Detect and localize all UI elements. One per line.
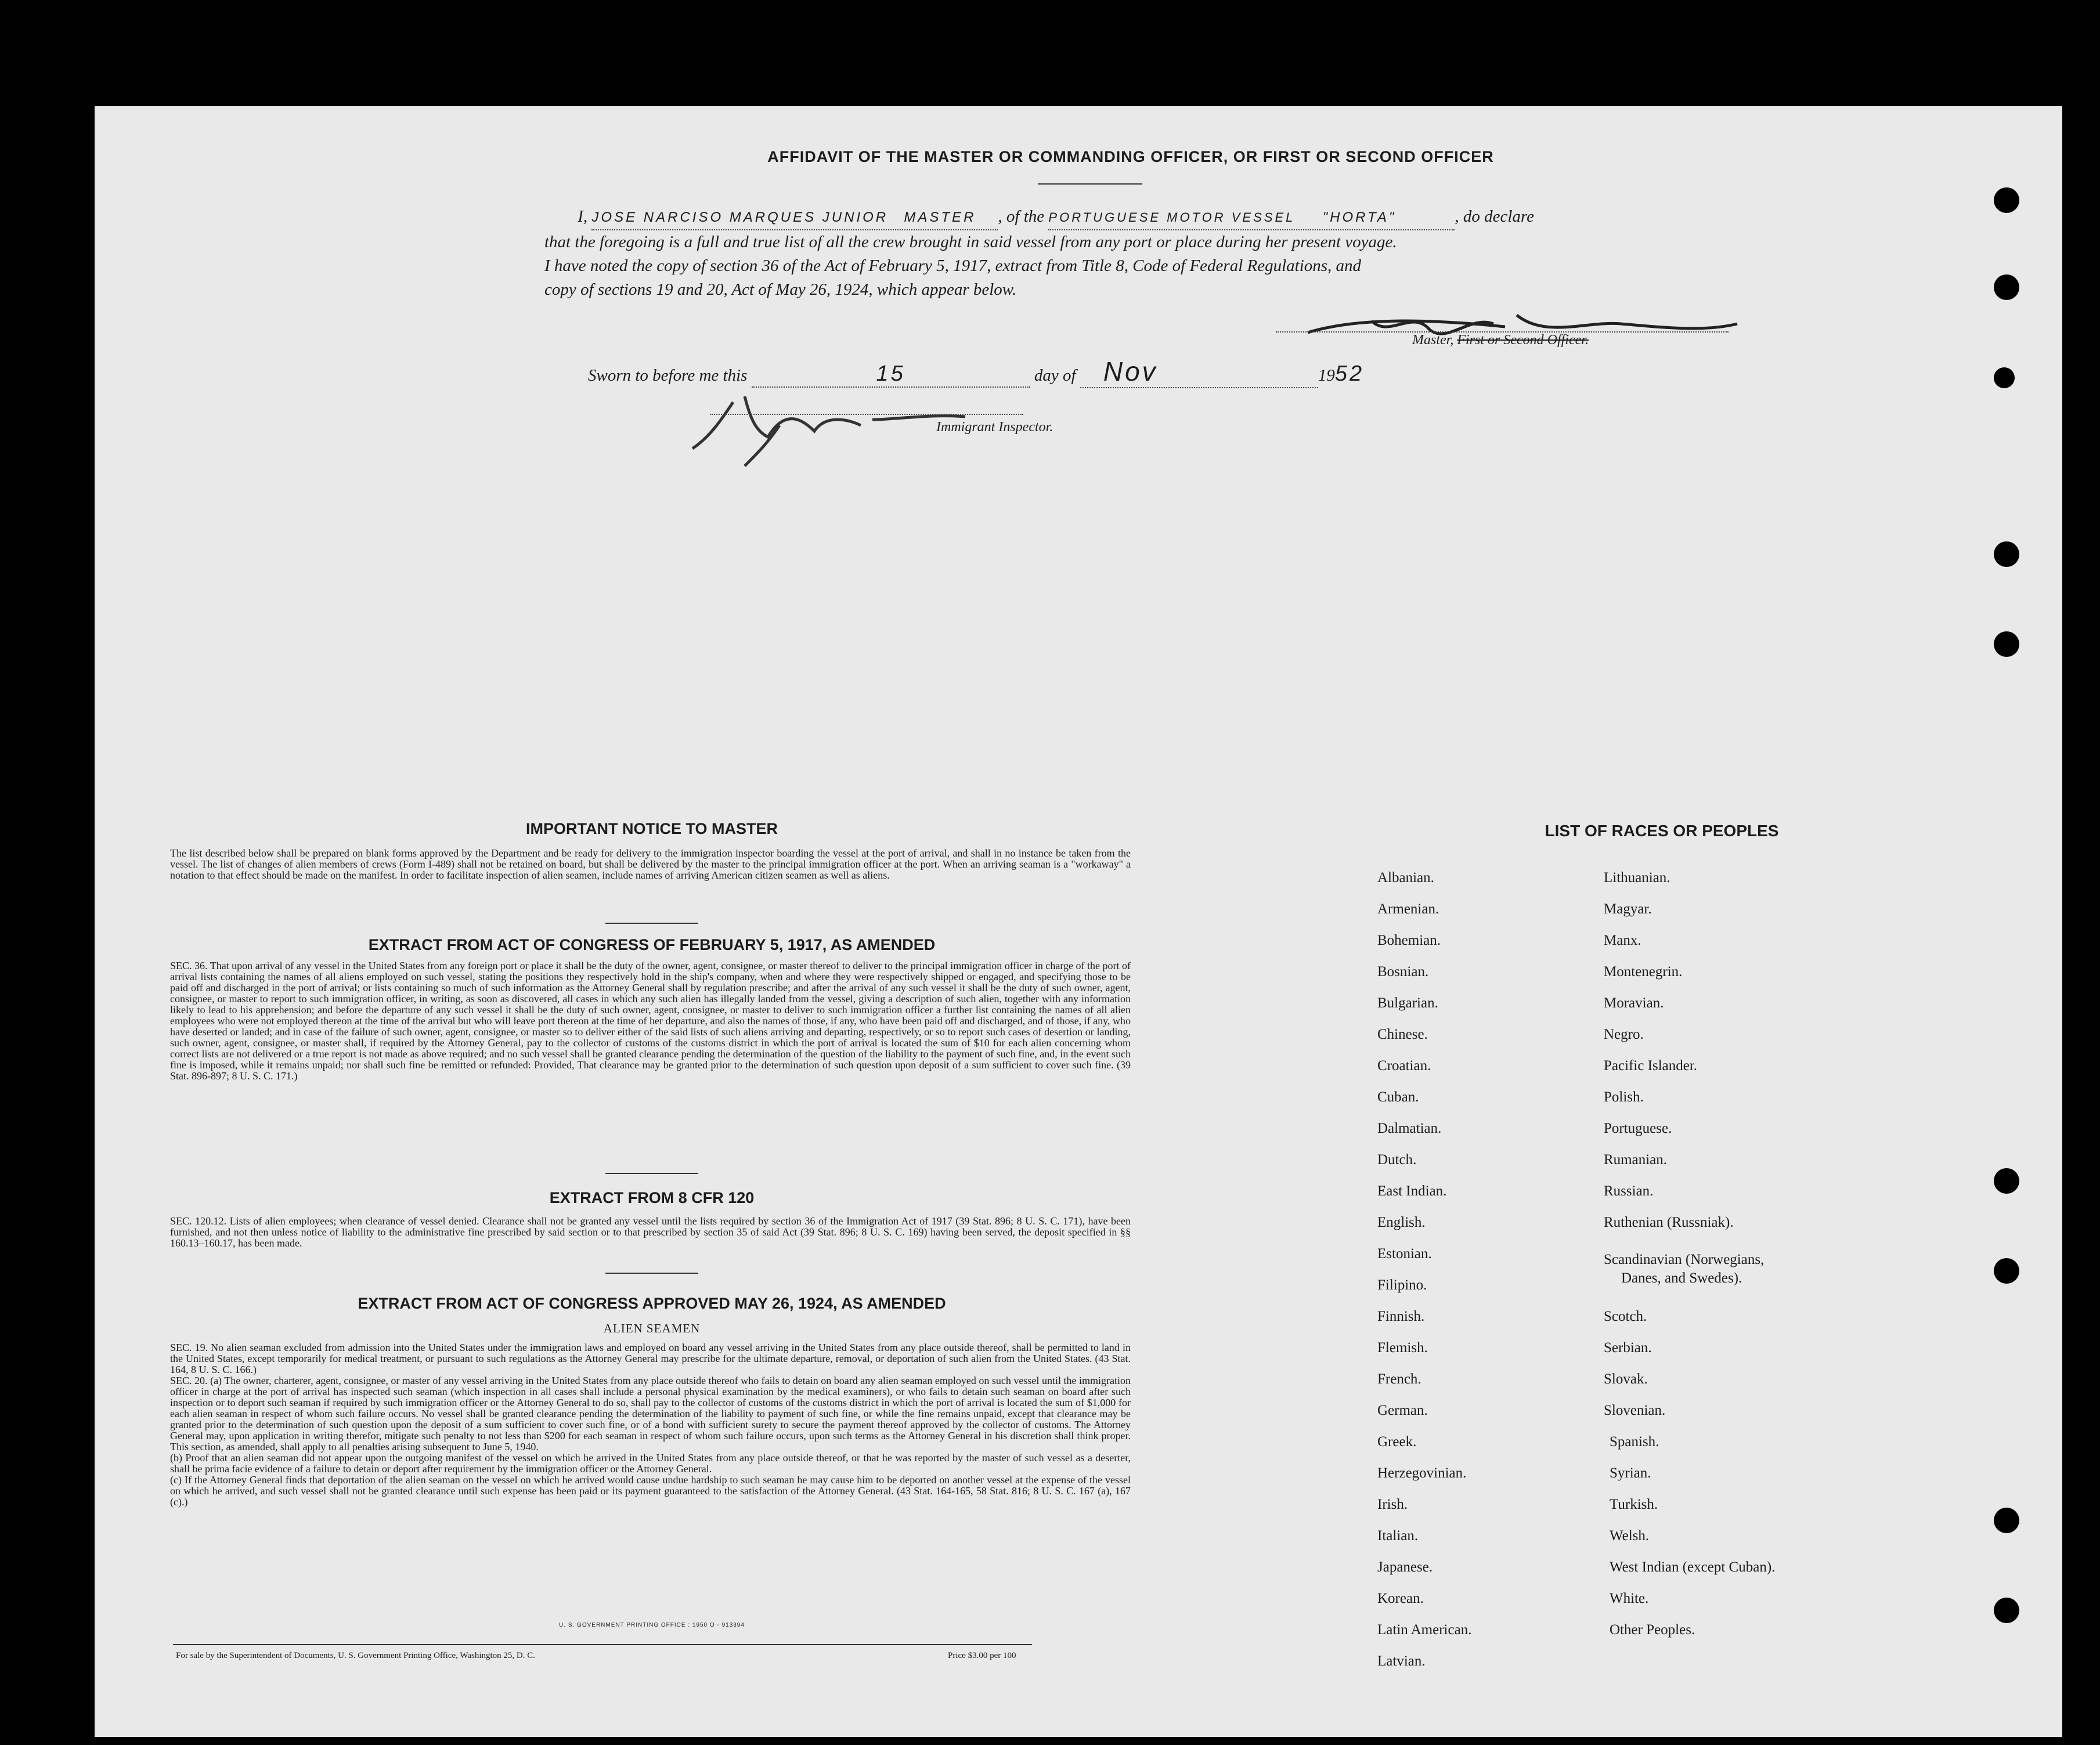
race-item: Cuban. <box>1377 1089 1419 1105</box>
race-item: White. <box>1610 1591 1649 1606</box>
race-item: Irish. <box>1377 1497 1408 1512</box>
sec-20a-text: SEC. 20. (a) The owner, charterer, agent, consignee, or master of any vessel arriving in the United States from any place outside thereof who fails to detain on board any alien seaman employed on such vessel until the immigration officer in charge at the port of arrival has inspected such seaman (which inspection in all cases shall include a personal physical examination by the medical examiners), or who fails to detain such seaman on board after such inspection or to deport such seaman if required by such immigration officer or the Attorney General to do so, shall pay to the collector of customs of the customs district in which the port of arrival is located the sum of $1,000 for each alien seaman in respect of whom such failure occurs. No vessel shall be granted clearance pending the determination of the liability to payment of such fine, or while the fine remains unpaid, except that clearance may be granted prior to the determination of such question upon the deposit of a sum sufficient to cover such fine, or of a bond with sufficient surety to secure the payment thereof approved by the collector of customs. The Attorney General may, upon application in writing therefor, mitigate such penalty to not less than $200 for each seaman in respect of whom such failure occurs, upon such terms as the Attorney General in his discretion shall think proper. This section, as amended, shall apply to all penalties arising subsequent to June 5, 1940. <box>170 1375 1131 1453</box>
race-item: Slovak. <box>1604 1371 1648 1387</box>
sec-20b-text: (b) Proof that an alien seaman did not appear upon the outgoing manifest of the vessel on which he arrived in the United States from any place outside thereof, or that he was reported by the master of such vessel as a deserter, shall be prima facie evidence of a failure to detain or deport after requirement by the immigration officer or the Attorney General. <box>170 1452 1131 1475</box>
notice-title: IMPORTANT NOTICE TO MASTER <box>526 820 778 837</box>
punch-hole <box>1994 367 2015 388</box>
footer-rule <box>173 1644 1032 1645</box>
race-item: Estonian. <box>1377 1246 1432 1262</box>
race-item: Polish. <box>1604 1089 1644 1105</box>
master-signature-caption: Master, First or Second Officer. <box>1412 333 1589 348</box>
race-item: Ruthenian (Russniak). <box>1604 1215 1734 1230</box>
race-item: East Indian. <box>1377 1183 1447 1199</box>
race-item: Montenegrin. <box>1604 964 1683 980</box>
vessel-name: "HORTA" <box>1322 209 1397 225</box>
inspector-signature <box>652 385 977 472</box>
extract-cfr-text: SEC. 120.12. Lists of alien employees; when clearance of vessel denied. Clearance shall not be granted any vessel until the lists required by section 36 of the Immigration Act of 1917 (39 Stat. 896; 8 U. S. C. 171), have been furnished, and not then unless notice of liability to the administrative fine prescribed by said section or to that prescribed by section 35 of said Act (39 Stat. 896; 8 U. S. C. 169) having been served, the deposit specified in §§ 160.13–160.17, has been made. <box>170 1215 1131 1249</box>
race-item: Greek. <box>1377 1434 1417 1450</box>
punch-hole <box>1994 1598 2019 1623</box>
punch-hole <box>1994 1508 2019 1533</box>
notice-divider <box>605 923 698 924</box>
race-item: English. <box>1377 1215 1426 1230</box>
race-item: Other Peoples. <box>1610 1622 1695 1638</box>
race-item: Filipino. <box>1377 1277 1427 1293</box>
race-item: Bulgarian. <box>1377 995 1438 1011</box>
sec-19-text: SEC. 19. No alien seaman excluded from admission into the United States under the immigration laws and employed on board any vessel arriving in the United States from any place outside thereof, shall be permitted to land in the United States, except temporarily for medical treatment, or pursuant to such regulations as the Attorney General may prescribe for the ultimate departure, removal, or deportation of such alien from the United States. (43 Stat. 164, 8 U. S. C. 166.) <box>170 1342 1131 1375</box>
race-item: Serbian. <box>1604 1340 1652 1356</box>
race-item: Russian. <box>1604 1183 1654 1199</box>
race-item: Bohemian. <box>1377 933 1441 948</box>
race-item: Magyar. <box>1604 901 1652 917</box>
race-item: Japanese. <box>1377 1559 1433 1575</box>
extract-1924-body <box>170 1342 1131 1508</box>
race-item: Latin American. <box>1377 1622 1472 1638</box>
sworn-month: Nov <box>1103 356 1158 386</box>
punch-hole <box>1994 274 2019 300</box>
race-item: Dutch. <box>1377 1152 1417 1168</box>
punch-hole <box>1994 1258 2019 1284</box>
race-item: Chinese. <box>1377 1027 1428 1042</box>
affidavit-line-1: I, JOSE NARCISO MARQUES JUNIOR MASTER , of the PORTUGUESE MOTOR VESSEL "HORTA" , do declare <box>544 205 1734 230</box>
punch-hole <box>1994 541 2019 567</box>
affidavit-line-3: I have noted the copy of section 36 of the Act of February 5, 1917, extract from Title 8, Code of Federal Regulations, and <box>544 256 1362 275</box>
punch-hole <box>1994 187 2019 213</box>
race-item: Rumanian. <box>1604 1152 1668 1168</box>
extract-1917-title: EXTRACT FROM ACT OF CONGRESS OF FEBRUARY 5, 1917, AS AMENDED <box>368 936 936 953</box>
extract-cfr-title: EXTRACT FROM 8 CFR 120 <box>549 1189 755 1206</box>
sworn-year: 52 <box>1334 362 1365 386</box>
extract-1924-subtitle: ALIEN SEAMEN <box>603 1321 701 1335</box>
inspector-signature-line <box>710 414 1023 415</box>
sale-note: For sale by the Superintendent of Documents, U. S. Government Printing Office, Washington 25, D. C. <box>176 1651 535 1660</box>
title-divider <box>1038 183 1142 185</box>
race-item: Armenian. <box>1377 901 1439 917</box>
race-item: Slovenian. <box>1604 1403 1666 1418</box>
race-item: Welsh. <box>1610 1528 1650 1544</box>
race-item: Scotch. <box>1604 1309 1647 1324</box>
race-item: Manx. <box>1604 933 1641 948</box>
sec-20c-text: (c) If the Attorney General finds that deportation of the alien seaman on the vessel on which he arrived would cause undue hardship to such seaman he may cause him to be deported on another vessel at the expense of the vessel on which he arrived, and such vessel shall not be granted clearance until such expense has been paid or its payment guaranteed to the satisfaction of the Attorney General. (43 Stat. 164-165, 58 Stat. 816; 8 U. S. C. 167 (a), 167 (c).) <box>170 1474 1131 1508</box>
races-title: LIST OF RACES OR PEOPLES <box>1545 822 1779 840</box>
extract-cfr-divider <box>605 1273 698 1274</box>
race-item: Negro. <box>1604 1027 1644 1042</box>
affidavit-body <box>544 205 1734 302</box>
race-item: French. <box>1377 1371 1421 1387</box>
master-rank: MASTER <box>904 209 976 225</box>
race-item: German. <box>1377 1403 1428 1418</box>
race-item: Albanian. <box>1377 870 1434 886</box>
race-item: Finnish. <box>1377 1309 1425 1324</box>
race-item: Spanish. <box>1610 1434 1659 1450</box>
race-item: Lithuanian. <box>1604 870 1670 886</box>
race-item: Danes, and Swedes). <box>1621 1270 1742 1286</box>
extract-1924-title: EXTRACT FROM ACT OF CONGRESS APPROVED MAY 26, 1924, AS AMENDED <box>358 1295 946 1312</box>
inspector-caption: Immigrant Inspector. <box>936 420 1053 435</box>
sworn-day: 15 <box>876 362 905 386</box>
race-item: Scandinavian (Norwegians, <box>1604 1252 1765 1267</box>
race-item: Korean. <box>1377 1591 1424 1606</box>
struck-officer-label: First or Second Officer. <box>1457 333 1589 348</box>
master-signature <box>1296 298 1749 362</box>
vessel-nationality: PORTUGUESE MOTOR VESSEL <box>1048 210 1296 225</box>
race-item: Croatian. <box>1377 1058 1431 1074</box>
punch-hole <box>1994 631 2019 657</box>
printing-office-note: U. S. GOVERNMENT PRINTING OFFICE : 1950 O - 913394 <box>559 1622 745 1628</box>
sworn-line: Sworn to before me this 15 day of Nov 1952 <box>588 356 1364 388</box>
notice-text: The list described below shall be prepared on blank forms approved by the Department and be ready for delivery to the immigration inspector boarding the vessel at the port of arrival, and shall in no instance be taken from the vessel. The list of changes of alien members of crews (Form I-489) shall not be retained on board, but shall be delivered by the master to the principal immigration officer at the port. When an arriving seaman is a "workaway" a notation to that effect should be made on the manifest. In order to facilitate inspection of alien seamen, include names of arriving American citizen seamen as well as aliens. <box>170 847 1131 881</box>
master-name: JOSE NARCISO MARQUES JUNIOR <box>591 209 889 225</box>
affidavit-title: AFFIDAVIT OF THE MASTER OR COMMANDING OFFICER, OR FIRST OR SECOND OFFICER <box>767 148 1494 165</box>
document-page <box>95 106 2062 1737</box>
race-item: Portuguese. <box>1604 1121 1672 1136</box>
race-item: Pacific Islander. <box>1604 1058 1698 1074</box>
race-item: Herzegovinian. <box>1377 1465 1467 1481</box>
race-item: Syrian. <box>1610 1465 1651 1481</box>
race-item: Latvian. <box>1377 1653 1426 1669</box>
affidavit-line-4: copy of sections 19 and 20, Act of May 26, 1924, which appear below. <box>544 280 1017 299</box>
race-item: Moravian. <box>1604 995 1664 1011</box>
race-item: West Indian (except Cuban). <box>1610 1559 1776 1575</box>
race-item: Flemish. <box>1377 1340 1428 1356</box>
race-item: Dalmatian. <box>1377 1121 1442 1136</box>
price-note: Price $3.00 per 100 <box>948 1651 1016 1660</box>
race-item: Bosnian. <box>1377 964 1429 980</box>
race-item: Turkish. <box>1610 1497 1658 1512</box>
extract-1917-divider <box>605 1173 698 1174</box>
affidavit-line-2: that the foregoing is a full and true list of all the crew brought in said vessel from any port or place during her present voyage. <box>544 233 1397 251</box>
punch-hole <box>1994 1168 2019 1194</box>
race-item: Italian. <box>1377 1528 1419 1544</box>
extract-1917-text: SEC. 36. That upon arrival of any vessel in the United States from any foreign port or place it shall be the duty of the owner, agent, consignee, or master thereof to deliver to the principal immigration officer in charge of the port of arrival lists containing the names of all aliens employed on such vessel, stating the positions they respectively hold in the ship's company, when and where they were respectively shipped or engaged, and specifying those to be paid off and discharged in the port of arrival; or lists containing so much of such information as the Attorney General shall by regulation prescribe; and after the arrival of any such vessel it shall be the duty of such owner, agent, consignee, or master to report to such immigration officer, in writing, as soon as discovered, all cases in which any such alien has illegally landed from the vessel, giving a description of such alien, together with any information likely to lead to his apprehension; and before the departure of any such vessel it shall be the duty of such owner, agent, consignee, or master to deliver to such immigration officer a further list containing the names of all alien employees who were not employed thereon at the time of the arrival but who will leave port thereon at the time of her departure, and also the names of those, if any, who have been paid off and discharged, and of those, if any, who have deserted or landed; and in case of the failure of such owner, agent, consignee, or master so to deliver either of the said lists of such aliens arriving and departing, respectively, or so to report such cases of desertion or landing, such owner, agent, consignee, or master shall, if required by the Attorney General, pay to the collector of customs of the customs district in which the port of arrival is located the sum of $10 for each alien concerning whom correct lists are not delivered or a true report is not made as above required; and no such vessel shall be granted clearance pending the determination of the question of the liability to the payment of such fine, and, in the event such fine is imposed, while it remains unpaid; nor shall such fine be remitted or refunded: Provided, That clearance may be granted prior to the determination of such question upon deposit of a sum sufficient to cover such fine. (39 Stat. 896-897; 8 U. S. C. 171.) <box>170 960 1131 1082</box>
